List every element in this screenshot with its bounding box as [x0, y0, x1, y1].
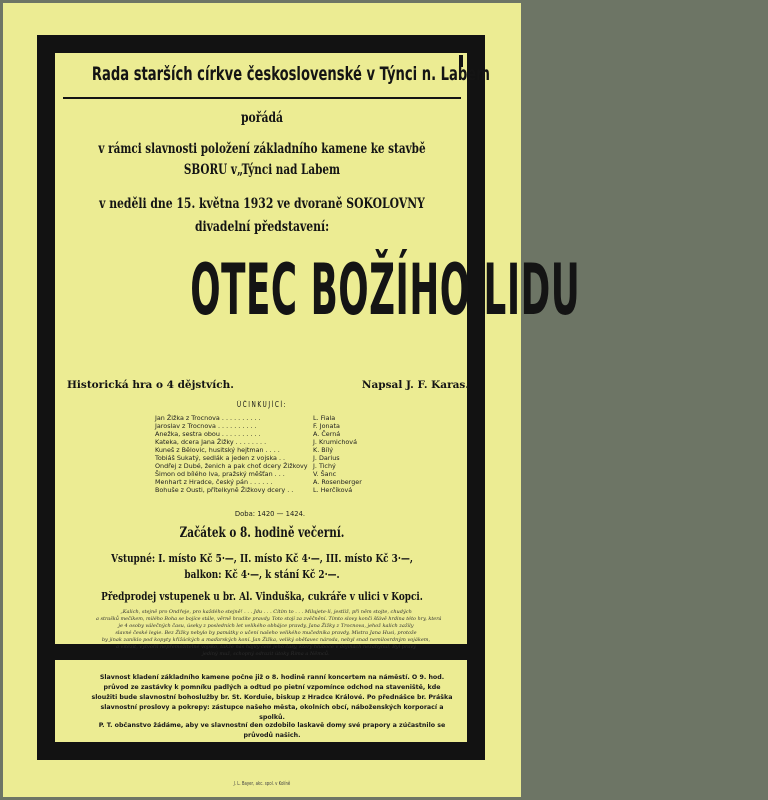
cast-actor: A. Černá — [313, 430, 341, 438]
cast-row — [155, 486, 385, 494]
quote-line: „Kalich, stejně pro Ondřeje, pro každého stejně! . . . Jdu . . . Cítím to . . . Milujete-li, jestliž, při něm stojte, chudých — [120, 609, 412, 615]
cast-role: Šimon od bílého lva, pražský měšťan . . . — [155, 470, 285, 478]
quote-line: jediný muž, schopný odrazit útoky Říma a Němců. — [202, 651, 330, 657]
decoration-request: P. T. občanstvo žádáme, aby ve slavnostní den ozdobilo laskavě domy své prapory a zúčastnilo se průvodů našich. — [98, 722, 446, 739]
organizer-heading: Rada starších církve československé v Týnci n. Labem — [91, 63, 490, 85]
cast-role: Anežka, sestra obou . . . . . . . . . . — [155, 430, 261, 438]
play-title: OTEC BOŽÍHO LIDU — [190, 249, 581, 331]
cast-role: Menhart z Hradce, český pán . . . . . . — [155, 478, 273, 486]
organizes-line: pořádá — [240, 110, 284, 126]
cast-role: Kuneš z Bělovic, husitský hejtman . . . . — [155, 446, 280, 454]
quote-line: a strašků mečíkem, milého Boha se bojíce stále, věrně hradíte pravdy. Toto stojí za zvěčnění. Tímto slovy konči šťávě hrdina této hry, která — [95, 616, 442, 622]
cast-actor: J. Tichý — [313, 462, 336, 470]
cast-role: Kateka, dcera Jana Žižky . . . . . . . . — [155, 438, 267, 446]
cast-row — [155, 422, 385, 430]
frame-bottom-border — [37, 742, 485, 760]
quote-line: a vítězit, vytvořil nepřemožitelné vojsko, takže nás hájily celé jeho časy, který hluboce v dějinách nezahynul. Byl pravý — [115, 644, 417, 650]
cast-actor: F. Jonata — [313, 422, 340, 430]
cast-row — [155, 446, 385, 454]
cast-row — [155, 438, 385, 446]
start-time: Začátek o 8. hodině večerní. — [179, 525, 345, 541]
frame-right-border — [467, 35, 485, 760]
cast-actor: L. Herčíková — [313, 486, 353, 494]
quote-line: slavné české legie. Bez Žižky nebylo by památky o učení našeho velikého mučedníka pravdy, Mistra Jana Husi, protože — [115, 630, 417, 636]
printer-imprint: J. L. Bayer, akc. spol. v Kolíně — [233, 781, 291, 787]
cast-actor: J. Krumichová — [313, 438, 357, 446]
cast-role: Ondřej z Dubé, ženich a pak choť dcery Žižkovy — [155, 462, 308, 470]
cast-row — [155, 462, 385, 470]
ticket-presale: Předprodej vstupenek u br. Al. Vinduška, cukráře v ulici v Kopci. — [101, 589, 423, 603]
date-venue-line: v neděli dne 15. května 1932 ve dvoraně SOKOLOVNY — [99, 196, 425, 212]
cast-row — [155, 414, 385, 422]
cast-actor: J. Darius — [313, 454, 340, 462]
cast-actor: L. Fiala — [313, 414, 336, 422]
cast-row — [155, 470, 385, 478]
quote-line: by jinak zaniklo pod kopyty křižáckých a maďarských koní. Jan Žižka, veliký oběťavec národa, nebyl snad nemilosrdným vojákem, — [101, 637, 431, 643]
cast-row — [155, 478, 385, 486]
building-line: SBORU v„Týnci nad Labem — [183, 162, 341, 178]
cast-role: Jaroslav z Trocnova . . . . . . . . . . — [155, 422, 257, 430]
play-author: Napsal J. F. Karas. — [361, 379, 469, 391]
cast-heading: ÚČINKUJÍCÍ: — [236, 400, 288, 409]
cast-row — [155, 430, 385, 438]
cast-actor: K. Bílý — [313, 446, 333, 454]
play-era: Doba: 1420 — 1424. — [234, 510, 306, 518]
cast-role: Bohuše z Ousti, přítelkyně Žižkovy dcery . . — [155, 486, 294, 494]
cast-role: Jan Žižka z Trocnova . . . . . . . . . . — [155, 414, 261, 422]
cast-role: Tobiáš Sukatý, sedlák a jeden z vojska . . — [155, 454, 286, 462]
occasion-line: v rámci slavnosti položení základního kamene ke stavbě — [98, 141, 426, 157]
cast-actor: V. Šanc — [313, 470, 337, 478]
poster-sheet — [3, 3, 581, 797]
play-subtitle: Historická hra o 4 dějstvích. — [67, 379, 234, 391]
cast-row — [155, 454, 385, 462]
frame-top-border — [37, 35, 485, 53]
play-description-quote — [93, 609, 442, 658]
cast-list — [155, 414, 385, 494]
heading-underline — [63, 97, 461, 99]
ceremony-notice: Slavnost kladení základního kamene počne již o 8. hodině ranní koncertem na náměstí. O 9. hod. průvod ze zastávky k pomníku padlých a odtud po pietní vzpomínce odchod na staveniště, kde sloužiti bude slavnostní bohoslužby br. St. Korduie, biskup z Hradce Králové. Po přednášce br. Práška slavnostní proslovy a pokrepy: zástupce našeho města, okolních obcí, náboženských korporací a spolků. — [91, 674, 453, 721]
admission-prices-balcony: balkon: Kč 4·—, k stání Kč 2·—. — [184, 567, 340, 581]
performance-intro: divadelní představení: — [194, 219, 330, 235]
quote-line: je 4 osoby válečných času, úseky z posledních let velikého obhájce pravdy, Jana Žižky z Trocnova, jehož kalich zažily — [118, 623, 414, 629]
admission-prices: Vstupné: I. místo Kč 5·—, II. místo Kč 4·—, III. místo Kč 3·—, — [111, 551, 413, 565]
cast-actor: A. Rosenberger — [313, 478, 362, 486]
